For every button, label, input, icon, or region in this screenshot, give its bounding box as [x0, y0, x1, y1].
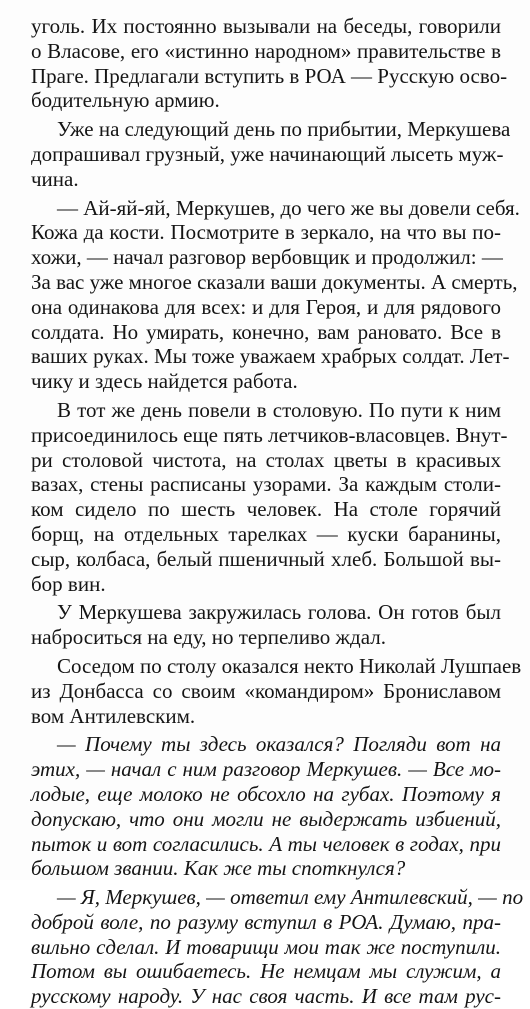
- text-line: вом Антилевским.: [31, 703, 196, 728]
- text-line: ком сидело по шесть человек. На столе горячий: [31, 497, 501, 522]
- text-line: большом звании. Как же ты споткнулся?: [31, 856, 406, 881]
- text-line: из Донбасса со своим «командиром» Брониславом: [31, 678, 501, 703]
- text-line: бор вин.: [31, 571, 106, 596]
- text-line: уголь. Их постоянно вызывали на беседы, говорили: [31, 14, 501, 38]
- text-line: борщ, на отдельных тарелках — куски баранины,: [31, 521, 501, 546]
- paragraph-italic: [31, 732, 501, 881]
- text-line: русскому народу. У нас своя часть. И все там рус-: [31, 984, 501, 1009]
- text-line: Потом вы ошибаетесь. Не немцам мы служим, а: [31, 959, 501, 984]
- text-line: присоединилось еще пять летчиков-власовцев. Внут-: [31, 422, 508, 447]
- page-text: [31, 14, 524, 1009]
- text-line: она одинакова для всех: и для Героя, и для рядового: [31, 294, 501, 319]
- text-line: этих, — начал с ним разговор Меркушев. — Все мо-: [31, 757, 501, 782]
- paragraph: [31, 117, 511, 191]
- text-line: вазах, стены расписаны узорами. За каждым столи-: [31, 472, 501, 497]
- text-line: наброситься на еду, но терпеливо ждал.: [31, 625, 386, 650]
- text-line: доброй воле, по разуму вступил в РОА. Думаю, пра-: [31, 909, 501, 934]
- text-line: Соседом по столу оказался некто Николай Лушпаев: [57, 653, 522, 678]
- text-line: бодительную армию.: [31, 88, 220, 113]
- text-line: ри столовой чистота, на столах цветы в красивых: [31, 447, 501, 472]
- paragraph: [31, 653, 522, 728]
- text-line: — Почему ты здесь оказался? Погляди вот на: [57, 732, 501, 757]
- paragraph: [31, 14, 508, 113]
- text-line: солдата. Но умирать, конечно, вам рановато. Все в: [31, 319, 501, 344]
- text-line: В тот же день повели в столовую. По пути к ним: [57, 397, 501, 422]
- text-line: хожи, — начал разговор вербовщик и продолжил: —: [31, 245, 503, 270]
- text-line: Кожа да кости. Посмотрите в зеркало, на что вы по-: [31, 220, 501, 245]
- text-line: Уже на следующий день по прибытии, Меркушева: [57, 117, 511, 142]
- text-line: У Меркушева закружилась голова. Он готов был: [57, 600, 501, 625]
- text-line: — Я, Меркушев, — ответил ему Антилевский, — по: [57, 885, 524, 910]
- text-line: вильно сделал. И товарищи мои так же поступили.: [31, 934, 501, 959]
- text-line: лодые, еще молоко не обсохло на губах. Поэтому я: [31, 781, 501, 806]
- text-line: ваших руках. Мы тоже уважаем храбрых солдат. Лет-: [31, 344, 510, 369]
- paragraph: [31, 397, 508, 596]
- text-line: Праге. Предлагали вступить в РОА — Русскую осво-: [31, 63, 508, 88]
- text-line: чина.: [31, 166, 79, 191]
- paragraph: [31, 600, 501, 650]
- text-line: допускаю, что они могли не выдержать избиений,: [31, 806, 501, 831]
- text-line: За вас уже многое сказали ваши документы. А смерть,: [31, 269, 518, 294]
- text-line: — Ай-яй-яй, Меркушев, до чего же вы довели себя.: [57, 195, 520, 220]
- text-line: о Власове, его «истинно народном» правительстве в: [31, 38, 501, 63]
- text-line: сыр, колбаса, белый пшеничный хлеб. Большой вы-: [31, 546, 501, 571]
- text-line: допрашивал грузный, уже начинающий лысеть муж-: [31, 141, 504, 166]
- text-line: пыток и вот согласились. А ты человек в годах, при: [31, 831, 501, 856]
- paragraph: [31, 195, 520, 394]
- paragraph-italic: [31, 885, 524, 1009]
- text-line: чику и здесь найдется работа.: [31, 369, 298, 394]
